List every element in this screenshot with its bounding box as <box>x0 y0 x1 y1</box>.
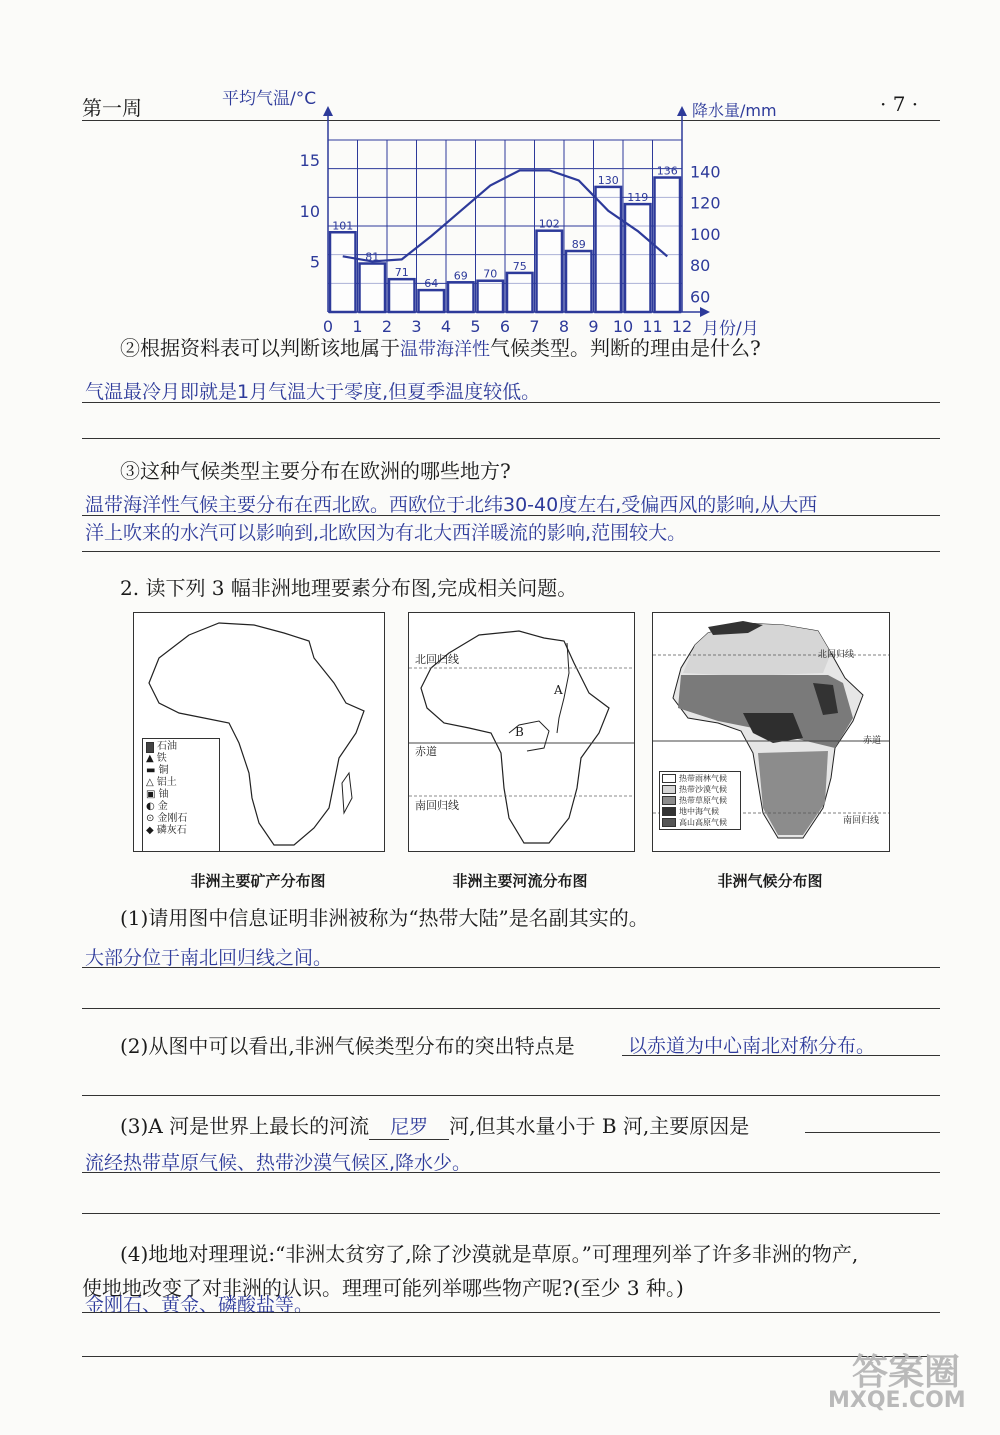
precipitation-bar <box>596 187 622 312</box>
answer-line <box>622 1055 940 1056</box>
climate-legend: 热带雨林气候 热带沙漠气候 热带草原气候 地中海气候 高山高原气候 <box>659 771 741 830</box>
p3-answer: 流经热带草原气候、热带沙漠气候区,降水少。 <box>85 1152 472 1174</box>
answer-line <box>82 515 940 516</box>
answer-line <box>82 402 940 403</box>
q3-question: ③这种气候类型主要分布在欧洲的哪些地方? <box>120 459 511 483</box>
bar-value-label: 70 <box>483 267 498 281</box>
x-tick-label: 5 <box>470 317 481 336</box>
bar-value-label: 69 <box>453 269 468 283</box>
x-axis-arrow <box>700 307 710 317</box>
x-tick-label: 0 <box>322 317 334 336</box>
answer-line <box>82 1213 940 1214</box>
climate-map-caption: 非洲气候分布图 <box>717 872 823 890</box>
bar-value-label: 130 <box>597 173 619 187</box>
precipitation-bar <box>507 273 533 312</box>
equator-label: 赤道 <box>415 745 437 758</box>
precipitation-bar <box>389 279 415 312</box>
p1-answer: 大部分位于南北回归线之间。 <box>85 947 333 969</box>
climate-map <box>652 612 890 852</box>
q3-answer-line1: 温带海洋性气候主要分布在西北欧。西欧位于北纬30-40度左右,受偏西风的影响,从大西 <box>85 494 818 516</box>
answer-line <box>82 438 940 439</box>
p3-inline-answer: 尼罗 <box>369 1112 449 1140</box>
x-tick-label: 11 <box>642 317 663 336</box>
precipitation-bar <box>419 290 445 312</box>
y-right-tick-label: 80 <box>690 256 711 276</box>
diamond-icon: ◆ <box>146 825 154 836</box>
x-tick-label: 7 <box>529 317 540 336</box>
x-tick-label: 3 <box>411 317 422 336</box>
watermark-url: MXQE.COM <box>828 1388 966 1413</box>
bar-value-label: 119 <box>627 191 649 205</box>
answer-line <box>82 1095 940 1096</box>
square-icon: ▣ <box>146 789 156 800</box>
mineral-map-caption: 非洲主要矿产分布图 <box>190 872 326 890</box>
x-tick-label: 2 <box>381 317 393 336</box>
p4-question-line2: 使地地改变了对非洲的认识。理理可能列举哪些物产呢?(至少 3 种。) <box>82 1276 684 1300</box>
q3-answer-line2: 洋上吹来的水汽可以影响到,北欧因为有北大西洋暖流的影响,范围较大。 <box>85 522 687 544</box>
watermark-logo: 答案圈 <box>852 1352 961 1393</box>
y-right-tick-label: 140 <box>690 162 721 182</box>
y-right-tick-label: 60 <box>690 287 711 307</box>
p2-question: (2)从图中可以看出,非洲气候类型分布的突出特点是 <box>120 1034 575 1058</box>
equator-label: 赤道 <box>863 736 882 746</box>
section-title: 第一周 <box>82 96 142 120</box>
q2-question: ②根据资料表可以判断该地属于温带海洋性气候类型。判断的理由是什么? <box>120 336 761 360</box>
p2-answer: 以赤道为中心南北对称分布。 <box>628 1035 876 1057</box>
y-left-axis-label: 平均气温/°C <box>222 89 317 109</box>
precipitation-bar <box>566 251 592 312</box>
river-map-caption: 非洲主要河流分布图 <box>452 872 588 890</box>
triangle-outline-icon: △ <box>146 777 154 788</box>
answer-line <box>82 1172 940 1173</box>
precipitation-bar <box>448 282 474 312</box>
dot-icon: ⊙ <box>146 813 155 824</box>
page-number: · 7 · <box>880 92 919 116</box>
tropic-south-label: 南回归线 <box>843 816 880 826</box>
tropic-south-label: 南回归线 <box>415 799 459 812</box>
x-tick-label: 10 <box>612 317 634 336</box>
mineral-map <box>133 612 385 852</box>
answer-line <box>82 551 940 552</box>
p4-question-line1: (4)地地对理理说:“非洲太贫穷了,除了沙漠就是草原。”可理理列举了许多非洲的物产, <box>120 1242 859 1266</box>
q2-answer: 气温最冷月即就是1月气温大于零度,但夏季温度较低。 <box>85 381 541 403</box>
mineral-legend: 石油 ▲ 铁 ▬ 铜 △ 铝土 ▣ 铀 ◐ 金 ⊙ 金刚石 ◆ 磷灰石 <box>142 738 220 852</box>
right-axis-arrow <box>677 106 687 116</box>
bar-icon: ▬ <box>146 765 156 776</box>
precipitation-bar <box>330 232 356 312</box>
p3-question: (3)A 河是世界上最长的河流 尼罗 河,但其水量小于 B 河,主要原因是 <box>120 1114 750 1138</box>
y-left-tick-label: 15 <box>299 151 320 171</box>
bar-value-label: 102 <box>538 217 560 231</box>
y-left-tick-label: 5 <box>309 252 320 272</box>
answer-line <box>82 1356 940 1357</box>
tropic-north-label: 北回归线 <box>818 650 855 660</box>
p4-answer: 金刚石、黄金、磷酸盐等。 <box>85 1294 314 1316</box>
y-right-axis-label: 降水量/mm <box>692 101 777 120</box>
bar-value-label: 71 <box>394 266 409 280</box>
p1-question: (1)请用图中信息证明非洲被称为“热带大陆”是名副其实的。 <box>120 906 649 930</box>
precipitation-bar <box>478 281 504 312</box>
bar-value-label: 75 <box>512 259 527 273</box>
bar-value-label: 89 <box>571 238 586 252</box>
left-axis-arrow <box>323 106 333 116</box>
y-right-tick-label: 120 <box>690 193 721 213</box>
x-tick-label: 9 <box>588 317 599 336</box>
precipitation-bar <box>537 231 563 312</box>
precipitation-bar <box>360 264 386 312</box>
africa-intro: 2. 读下列 3 幅非洲地理要素分布图,完成相关问题。 <box>120 576 578 600</box>
x-tick-label: 12 <box>671 317 693 336</box>
x-tick-label: 8 <box>558 317 570 336</box>
y-left-tick-label: 10 <box>299 201 320 221</box>
climate-chart <box>200 80 820 342</box>
y-right-tick-label: 100 <box>690 224 721 244</box>
bar-value-label: 81 <box>365 250 380 264</box>
bar-value-label: 136 <box>656 164 678 178</box>
river-a-label: A <box>554 683 563 697</box>
answer-line <box>82 967 940 968</box>
answer-line <box>805 1132 940 1133</box>
river-map <box>408 612 635 852</box>
precipitation-bar <box>655 178 681 312</box>
x-tick-label: 1 <box>352 317 363 336</box>
answer-line <box>82 1312 940 1313</box>
tropic-north-label: 北回归线 <box>415 653 459 666</box>
x-tick-label: 6 <box>499 317 511 336</box>
precipitation-bar <box>625 204 651 312</box>
q2-inline-answer: 温带海洋性 <box>400 339 490 360</box>
bar-value-label: 64 <box>424 277 439 291</box>
x-axis-label: 月份/月 <box>702 319 759 339</box>
triangle-icon: ▲ <box>146 753 154 764</box>
river-b-label: B <box>515 725 524 739</box>
circle-half-icon: ◐ <box>146 801 155 812</box>
bar-value-label: 101 <box>332 219 354 233</box>
answer-line <box>82 1008 940 1009</box>
x-tick-label: 4 <box>440 317 452 336</box>
